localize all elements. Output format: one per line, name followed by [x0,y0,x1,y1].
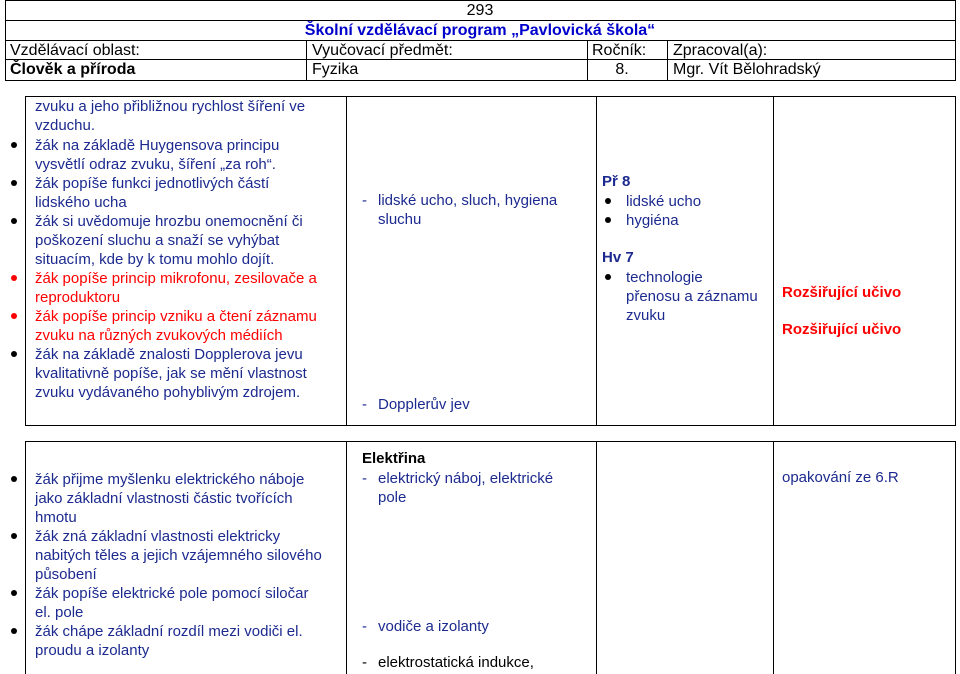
label-author: Zpracoval(a): [673,42,768,59]
value-subject: Fyzika [312,61,359,78]
outcome-item: vysvětlí odraz zvuku, šíření „za roh“. [35,156,276,173]
outcome-item: situacím, kde by k tomu mohlo dojít. [35,251,275,268]
outcome-item: poškození sluchu a snaží se vyhýbat [35,232,280,249]
label-grade: Ročník: [592,42,647,59]
topic-dash: - [362,654,367,671]
bullet-icon [11,533,17,539]
topic-item: elektrický náboj, elektrické [378,470,554,487]
bullet-icon [11,180,17,186]
value-area: Člověk a příroda [10,61,136,78]
label-subject: Vyučovací předmět: [312,42,453,59]
bullet-icon [11,218,17,224]
value-author: Mgr. Vít Bělohradský [673,61,821,78]
page-number: 293 [466,2,494,19]
outcome-item: nabitých těles a jejich vzájemného silového [35,547,322,564]
outcome-item: el. pole [35,604,84,621]
topic-item: Dopplerův jev [378,396,470,413]
link-heading-hv: Hv 7 [602,249,634,266]
link-heading-pr: Př 8 [602,173,631,190]
outcome-item: lidského ucha [35,194,127,211]
outcome-item: reproduktoru [35,289,121,306]
outcome-item: žák popíše elektrické pole pomocí siločar [35,585,309,602]
outcome-item: žák popíše funkci jednotlivých částí [35,175,270,192]
outcome-item: žák zná základní vlastnosti elektricky [35,528,281,545]
link-item: přenosu a záznamu [626,288,758,305]
link-item: technologie [626,269,703,286]
bullet-icon [11,142,17,148]
outcome-item: zvuku vydávaného pohyblivým zdrojem. [35,384,301,401]
outcome-item: žák si uvědomuje hrozbu onemocnění či [35,213,303,230]
bullet-icon [605,198,611,204]
bullet-icon [605,217,611,223]
topic-dash: - [362,470,367,487]
value-grade: 8. [615,61,629,78]
outcome-item: zvuku na různých zvukových médiích [35,327,283,344]
topic-heading: Elektřina [362,450,426,467]
topic-item: vodiče a izolanty [378,618,489,635]
link-item: lidské ucho [626,193,702,210]
outcome-item: žák přijme myšlenku elektrického náboje [35,471,305,488]
note-review: opakování ze 6.R [782,469,899,486]
outcome-text: zvuku a jeho přibližnou rychlost šíření ve [35,98,306,115]
outcome-item: působení [35,566,97,583]
topic-item: sluchu [378,211,422,228]
topic-dash: - [362,618,367,635]
outcome-item: žák na základě Huygensova principu [35,137,280,154]
note-extended: Rozšiřující učivo [782,284,902,301]
bullet-icon [11,590,17,596]
bullet-icon [11,351,17,357]
outcome-item: hmotu [35,509,77,526]
topic-dash: - [362,192,367,209]
outcome-item: jako základní vlastnosti částic tvořících [35,490,293,507]
bullet-icon [11,628,17,634]
topic-item: pole [378,489,407,506]
outcome-text: vzduchu. [35,117,96,134]
program-title: Školní vzdělávací program „Pavlovická škola“ [304,22,656,39]
outcome-item: žák popíše princip vzniku a čtení záznamu [35,308,317,325]
bullet-icon [605,274,611,280]
topic-dash: - [362,396,367,413]
outcome-item: kvalitativně popíše, jak se mění vlastnost [35,365,307,382]
bullet-icon [11,313,17,319]
label-area: Vzdělávací oblast: [10,42,140,59]
outcome-item: žák na základě znalosti Dopplerova jevu [35,346,303,363]
outcome-item: žák popíše princip mikrofonu, zesilovače a [35,270,317,287]
link-item: zvuku [626,307,666,324]
link-item: hygiéna [626,212,679,229]
topic-item: lidské ucho, sluch, hygiena [378,192,558,209]
outcome-item: žák chápe základní rozdíl mezi vodiči el. [35,623,303,640]
bullet-icon [11,476,17,482]
note-extended: Rozšiřující učivo [782,321,902,338]
topic-item: elektrostatická indukce, [378,654,534,671]
outcome-item: proudu a izolanty [35,642,150,659]
bullet-icon [11,275,17,281]
